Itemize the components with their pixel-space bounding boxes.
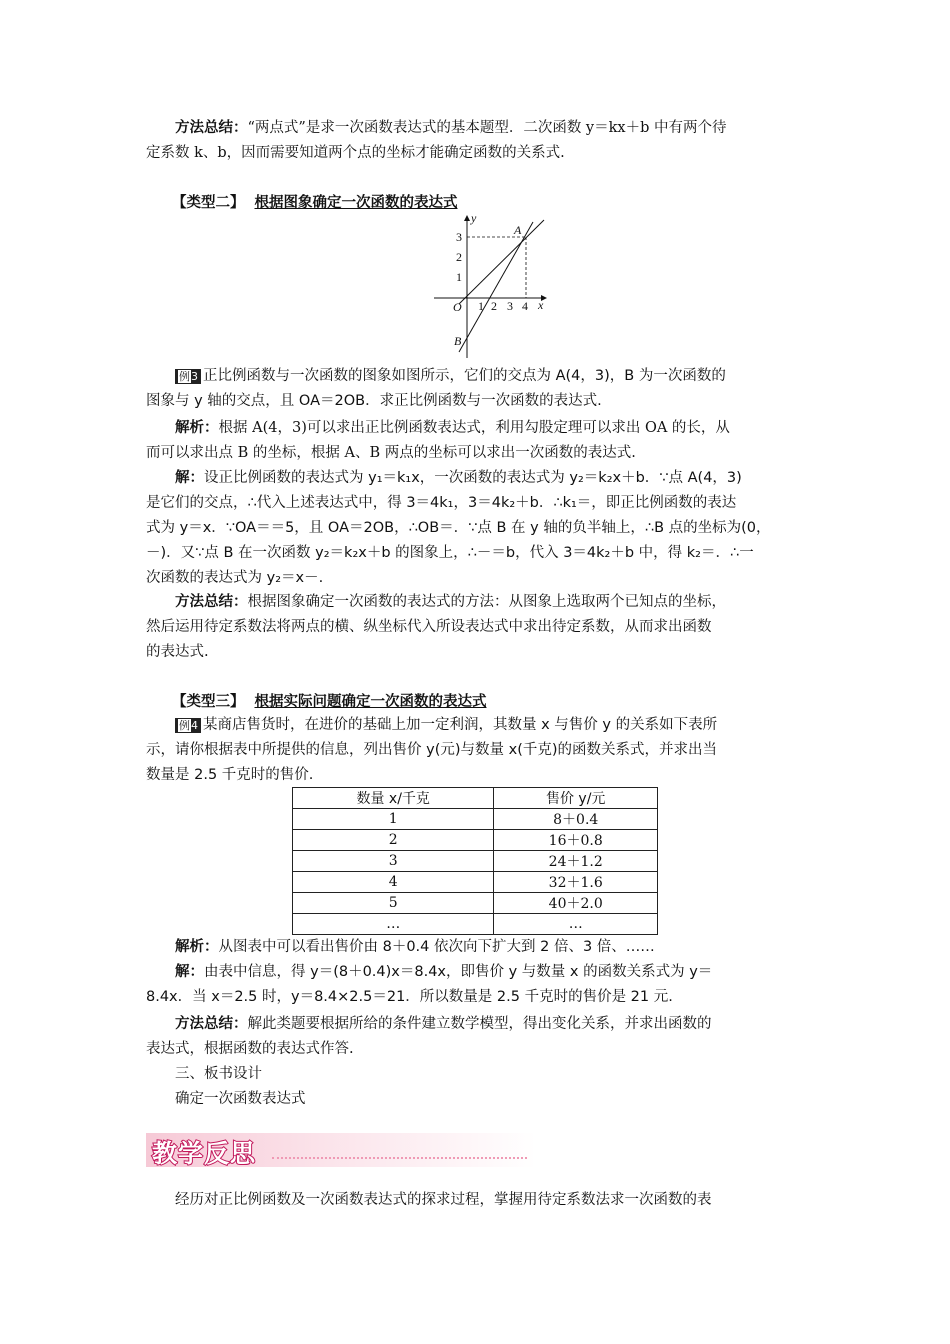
- table-cell: …: [293, 914, 494, 935]
- proportional-function-line: [459, 220, 544, 304]
- table-cell: 2: [293, 830, 494, 851]
- type-three-heading: [172, 691, 487, 713]
- y-axis-label: y: [471, 212, 477, 225]
- function-graph: [428, 212, 558, 360]
- analysis-label: 解析：: [175, 420, 219, 436]
- table-cell: 1: [293, 809, 494, 830]
- solution-4: [146, 960, 808, 1010]
- table-cell: 16＋0.8: [494, 830, 658, 851]
- solution-text: 8.4x．当 x＝2.5 时，y＝8.4×2.5＝21．所以数量是 2.5 千克时的售价是 21 元.: [146, 989, 673, 1005]
- type-title: 根据实际问题确定一次函数的表达式: [254, 694, 487, 710]
- example-text: 某商店售货时，在进价的基础上加一定利润，其数量 x 与售价 y 的关系如下表所: [203, 717, 718, 733]
- table-header-row: [293, 788, 658, 809]
- table-cell: 3: [293, 851, 494, 872]
- solution-text: 式为 y＝x．∵OA＝＝5，且 OA＝2OB，∴OB＝．∵点 B 在 y 轴的负半轴上，∴B 点的坐标为(0，: [146, 520, 771, 536]
- table-cell: 40＋2.0: [494, 893, 658, 914]
- summary-text: 定系数 k、b，因而需要知道两个点的坐标才能确定函数的关系式.: [146, 145, 565, 161]
- example-text: 示，请你根据表中所提供的信息，列出售价 y(元)与数量 x(千克)的函数关系式，并求出当: [146, 742, 718, 758]
- solution-3: [146, 466, 808, 591]
- table-cell: 8＋0.4: [494, 809, 658, 830]
- type-title: 根据图象确定一次函数的表达式: [254, 195, 458, 211]
- summary-label: 方法总结：: [175, 594, 248, 610]
- analysis-text: 而可以求出点 B 的坐标，根据 A、B 两点的坐标可以求出一次函数的表达式.: [146, 445, 636, 461]
- x-tick-label: 2: [491, 299, 497, 313]
- table-cell: 4: [293, 872, 494, 893]
- analysis-4: [146, 935, 808, 960]
- point-a-label: A: [514, 223, 522, 237]
- summary-text: 然后运用待定系数法将两点的横、纵坐标代入所设表达式中求出待定系数，从而求出函数: [146, 619, 712, 635]
- method-summary-4: [146, 1012, 808, 1062]
- summary-text: 的表达式.: [146, 644, 209, 660]
- method-summary-3: [146, 590, 808, 665]
- example-text: 图象与 y 轴的交点，且 OA＝2OB．求正比例函数与一次函数的表达式.: [146, 393, 602, 409]
- solution-label: 解：: [175, 470, 204, 486]
- board-content: 确定一次函数表达式: [175, 1091, 306, 1107]
- solution-label: 解：: [175, 964, 204, 980]
- method-summary-1: [146, 116, 808, 166]
- table-header-quantity: 数量 x/千克: [293, 788, 494, 809]
- summary-text: 根据图象确定一次函数的表达式的方法：从图象上选取两个已知点的坐标，: [247, 594, 726, 610]
- example-badge: 例4: [175, 718, 201, 733]
- x-tick-label: 4: [522, 299, 528, 313]
- solution-text: 次函数的表达式为 y₂＝x－.: [146, 570, 324, 586]
- board-design: [146, 1062, 808, 1112]
- type-two-heading: [172, 192, 458, 214]
- summary-label: 方法总结：: [175, 1016, 248, 1032]
- y-tick-label: 1: [456, 270, 462, 284]
- analysis-3: [146, 416, 808, 466]
- solution-text: 由表中信息，得 y＝(8＋0.4)x＝8.4x，即售价 y 与数量 x 的函数关系式为 y＝: [204, 964, 713, 980]
- type-label: 【类型二】: [172, 195, 245, 211]
- table-row: [293, 851, 658, 872]
- origin-label: O: [453, 300, 462, 314]
- y-tick-label: 2: [456, 250, 462, 264]
- table-row: [293, 872, 658, 893]
- solution-text: －)．又∵点 B 在一次函数 y₂＝k₂x＋b 的图象上，∴－＝b，代入 3＝4k₂＋b 中，得 k₂＝．∴一: [146, 545, 754, 561]
- table-row: [293, 893, 658, 914]
- solution-text: 设正比例函数的表达式为 y₁＝k₁x，一次函数的表达式为 y₂＝k₂x＋b．∵点 A(4，3): [204, 470, 742, 486]
- solution-text: 是它们的交点，∴代入上述表达式中，得 3＝4k₁，3＝4k₂＋b．∴k₁＝，即正比例函数的表达: [146, 495, 737, 511]
- point-b-label: B: [454, 334, 462, 348]
- summary-text: 解此类题要根据所给的条件建立数学模型，得出变化关系，并求出函数的: [247, 1016, 712, 1032]
- example-4: [146, 713, 808, 788]
- example-badge: 例3: [175, 369, 201, 384]
- reflection-title: 教学反思: [152, 1139, 257, 1168]
- example-3: [146, 364, 808, 414]
- table-cell: …: [494, 914, 658, 935]
- analysis-text: 从图表中可以看出售价由 8＋0.4 依次向下扩大到 2 倍、3 倍、……: [218, 939, 655, 955]
- quantity-price-table: [292, 787, 658, 935]
- y-tick-label: 3: [456, 230, 462, 244]
- linear-function-line: [459, 222, 533, 352]
- analysis-text: 根据 A(4，3)可以求出正比例函数表达式，利用勾股定理可以求出 OA 的长，从: [218, 420, 730, 436]
- reflection-text-block: [146, 1188, 808, 1213]
- section-heading: 三、板书设计: [175, 1066, 262, 1082]
- type-label: 【类型三】: [172, 694, 245, 710]
- example-text: 正比例函数与一次函数的图象如图所示，它们的交点为 A(4，3)，B 为一次函数的: [203, 368, 726, 384]
- table-cell: 5: [293, 893, 494, 914]
- table-cell: 32＋1.6: [494, 872, 658, 893]
- example-text: 数量是 2.5 千克时的售价.: [146, 767, 314, 783]
- table-row: [293, 914, 658, 935]
- x-tick-label: 3: [507, 299, 513, 313]
- summary-label: 方法总结：: [175, 120, 248, 136]
- analysis-label: 解析：: [175, 939, 219, 955]
- reflection-dotted-rule: [272, 1157, 527, 1159]
- reflection-text: 经历对正比例函数及一次函数表达式的探求过程，掌握用待定系数法求一次函数的表: [175, 1192, 712, 1208]
- table-row: [293, 809, 658, 830]
- x-tick-label: 1: [478, 299, 484, 313]
- x-axis-label: x: [538, 298, 544, 312]
- table-cell: 24＋1.2: [494, 851, 658, 872]
- table-header-price: 售价 y/元: [494, 788, 658, 809]
- summary-text: “两点式”是求一次函数表达式的基本题型．二次函数 y＝kx＋b 中有两个待: [247, 120, 727, 136]
- table-row: [293, 830, 658, 851]
- summary-text: 表达式，根据函数的表达式作答.: [146, 1041, 354, 1057]
